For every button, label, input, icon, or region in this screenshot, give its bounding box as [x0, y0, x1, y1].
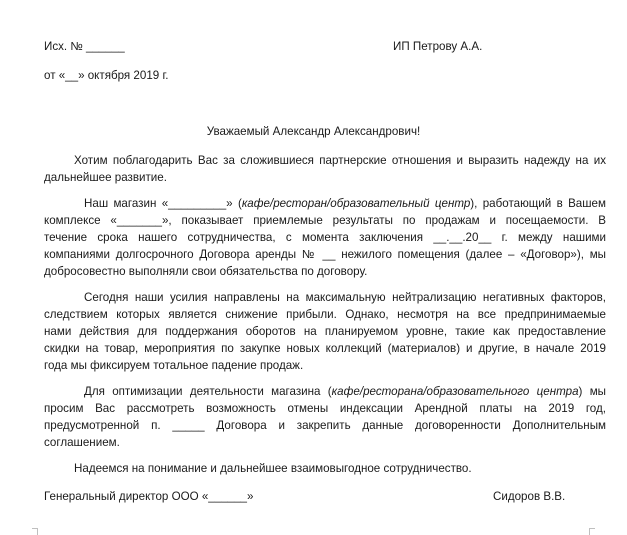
- paragraph-4-line-1: Для оптимизации деятельности магазина (кафе/ресторана/образовательного центра) мы: [84, 385, 607, 398]
- salutation: Уважаемый Александр Александрович!: [206, 125, 421, 138]
- paragraph-2-line-5: добросовестно выполняли свои обязательства по договору.: [44, 265, 368, 278]
- page-corner-mark-right: [589, 528, 590, 535]
- paragraph-3-line-1: Сегодня наши усилия направлены на максимальную нейтрализацию негативных факторов,: [84, 291, 606, 304]
- outgoing-number: Исх. № ______: [44, 40, 125, 53]
- recipient: ИП Петрову А.А.: [393, 40, 483, 53]
- signatory-name: Сидоров В.В.: [493, 490, 566, 503]
- letter-date: от «__» октября 2019 г.: [44, 69, 169, 82]
- paragraph-4-line-3: предусмотренной п. _____ Договора и закрепить данные договоренности Дополнительным: [44, 419, 606, 432]
- paragraph-3-line-4: скидки на товар, мероприятия по закупке новых коллекций (материалов) и другие, в начале 2019: [44, 342, 606, 355]
- paragraph-1-line-1: Хотим поблагодарить Вас за сложившиеся партнерские отношения и выразить надежду на их: [74, 154, 606, 167]
- signatory-position: Генеральный директор ООО «______»: [44, 490, 254, 503]
- paragraph-2-line-4: компаниями долгосрочного Договора аренды № __ нежилого помещения (далее – «Договор»), мы: [44, 248, 606, 261]
- paragraph-3-line-3: нами действия для поддержания оборотов на планируемом уровне, такие как предоставление: [44, 325, 606, 338]
- paragraph-2-line-1: Наш магазин «_________» (кафе/ресторан/образовательный центр), работающий в Вашем: [84, 197, 606, 210]
- closing-line: Надеемся на понимание и дальнейшее взаимовыгодное сотрудничество.: [74, 462, 472, 475]
- paragraph-3-line-5: года мы фиксируем тотальное падение продаж.: [44, 359, 304, 372]
- page-corner-mark-right-h: [589, 528, 595, 529]
- paragraph-2-line-2: комплексе «_______», показывает приемлемые результаты по продажам и посещаемости. В: [44, 214, 606, 227]
- paragraph-3-line-2: следствием которых является снижение прибыли. Однако, несмотря на все предпринимаемые: [44, 308, 606, 321]
- page-corner-mark-left-h: [32, 528, 38, 529]
- paragraph-4-line-2: просим Вас рассмотреть возможность отмены индексации Арендной платы на 2019 год,: [44, 402, 606, 415]
- paragraph-1-line-2: дальнейшее развитие.: [44, 171, 167, 184]
- paragraph-2-line-3: течение срока нашего сотрудничества, с момента заключения __.__.20__ г. между нашими: [44, 231, 606, 244]
- paragraph-4-line-4: соглашением.: [44, 436, 120, 449]
- page-corner-mark-left: [37, 528, 38, 535]
